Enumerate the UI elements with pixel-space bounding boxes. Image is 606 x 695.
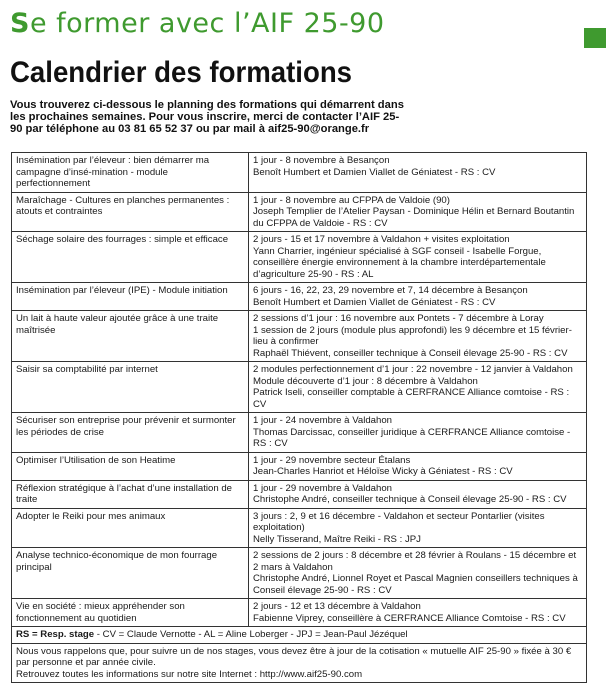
membership-reminder: Nous vous rappelons que, pour suivre un de nos stages, vous devez être à jour de la cotisation « mutuelle AIF 25-90 » fixée à 30 € par personne et par année civile. bbox=[16, 645, 572, 668]
detail-line: Patrick Iseli, conseiller comptable à CERFRANCE Alliance comtoise - RS : CV bbox=[253, 387, 570, 410]
detail-line: 1 jour - 8 novembre à Besançon bbox=[253, 155, 390, 166]
section-title-initial: S bbox=[10, 8, 30, 39]
table-row bbox=[12, 413, 587, 453]
table-row bbox=[12, 153, 587, 193]
formation-details bbox=[249, 153, 587, 193]
formation-title: Réflexion stratégique à l’achat d’une installation de traite bbox=[12, 480, 249, 508]
intro-paragraph: Vous trouverez ci-dessous le planning des formations qui démarrent dans les prochaines semaines. Pour vous inscrire, merci de contacter l’AIF 25-90 par téléphone au 03 81 65 52 37 ou par mail à aif25-90@orange.fr bbox=[10, 99, 404, 135]
section-title bbox=[10, 8, 385, 39]
legend-text: - CV = Claude Vernotte - AL = Aline Loberger - JPJ = Jean-Paul Jézéquel bbox=[94, 629, 408, 640]
detail-line: Fabienne Viprey, conseillère à CERFRANCE Alliance Comtoise - RS : CV bbox=[253, 612, 566, 624]
detail-line: 2 jours - 15 et 17 novembre à Valdahon + visites exploitation bbox=[253, 234, 510, 245]
detail-line: 1 jour - 29 novembre à Valdahon bbox=[253, 482, 393, 494]
detail-line: Christophe André, conseiller technique à Conseil élevage 25-90 - RS : CV bbox=[253, 494, 567, 505]
table-row bbox=[12, 452, 587, 480]
detail-line: Nelly Tisserand, Maître Reiki - RS : JPJ bbox=[253, 533, 421, 545]
table-row bbox=[12, 548, 587, 599]
formation-title: Insémination par l’éleveur (IPE) - Module initiation bbox=[12, 283, 249, 311]
detail-line: 2 modules perfectionnement d’1 jour : 22 novembre - 12 janvier à Valdahon bbox=[253, 364, 573, 375]
table-row bbox=[12, 311, 587, 362]
table-row bbox=[12, 599, 587, 627]
detail-line: Benoît Humbert et Damien Viallet de Géniatest - RS : CV bbox=[253, 166, 496, 178]
detail-line: Raphaël Thiévent, conseiller technique à Conseil élevage 25-90 - RS : CV bbox=[253, 347, 568, 359]
detail-line: 6 jours - 16, 22, 23, 29 novembre et 7, 14 décembre à Besançon bbox=[253, 285, 528, 296]
detail-line: 2 sessions d’1 jour : 16 novembre aux Pontets - 7 décembre à Loray bbox=[253, 313, 544, 324]
formation-details bbox=[249, 232, 587, 283]
legend-row bbox=[12, 627, 587, 644]
formation-details bbox=[249, 413, 587, 453]
table-row bbox=[12, 362, 587, 413]
detail-line: 1 jour - 29 novembre secteur Étalans bbox=[253, 454, 411, 466]
formation-details bbox=[249, 452, 587, 480]
table-row bbox=[12, 283, 587, 311]
formation-details bbox=[249, 311, 587, 362]
page-title: Calendrier des formations bbox=[10, 56, 353, 89]
table-row bbox=[12, 508, 587, 548]
detail-line: Module découverte d’1 jour : 8 décembre à Valdahon bbox=[253, 375, 478, 387]
table-row bbox=[12, 480, 587, 508]
formation-title: Maraîchage - Cultures en planches permanentes : atouts et contraintes bbox=[12, 192, 249, 232]
formation-title: Insémination par l’éleveur : bien démarrer ma campagne d’insé-mination - module perfectionnement bbox=[12, 153, 249, 193]
legend-cell bbox=[12, 627, 587, 644]
section-header bbox=[0, 0, 606, 48]
formation-details bbox=[249, 508, 587, 548]
detail-line: 1 jour - 24 novembre à Valdahon bbox=[253, 415, 393, 426]
detail-line: 1 jour - 8 novembre au CFPPA de Valdoie (90) bbox=[253, 194, 450, 206]
detail-line: Benoît Humbert et Damien Viallet de Géniatest - RS : CV bbox=[253, 296, 496, 308]
formation-title: Vie en société : mieux appréhender son fonctionnement au quotidien bbox=[12, 599, 249, 627]
detail-line: 3 jours : 2, 9 et 16 décembre - Valdahon et secteur Pontarlier (visites exploitation) bbox=[253, 510, 545, 533]
formation-details bbox=[249, 283, 587, 311]
formation-title: Séchage solaire des fourrages : simple et efficace bbox=[12, 232, 249, 283]
footer-cell bbox=[12, 643, 587, 683]
formation-details bbox=[249, 548, 587, 599]
formation-details bbox=[249, 480, 587, 508]
detail-line: Christophe André, Lionnel Royet et Pascal Magnien conseillers techniques à Conseil élevage 25-90 - RS : CV bbox=[253, 573, 578, 596]
detail-line: Joseph Templier de l’Atelier Paysan - Dominique Hélin et Bernard Boutantin du CFPPA de Valdoie - RS : CV bbox=[253, 206, 575, 229]
formation-details bbox=[249, 362, 587, 413]
detail-line: 2 jours - 12 et 13 décembre à Valdahon bbox=[253, 601, 421, 612]
table-row bbox=[12, 192, 587, 232]
detail-line: 1 session de 2 jours (module plus approfondi) les 9 décembre et 15 février- lieu à confirmer bbox=[253, 324, 572, 347]
formation-details bbox=[249, 599, 587, 627]
table-row bbox=[12, 232, 587, 283]
footer-row bbox=[12, 643, 587, 683]
detail-line: Yann Charrier, ingénieur spécialisé à SGF conseil - Isabelle Forgue, conseillère énergie environnement à la chambre interdépartementale d’agriculture 25-90 - RS : AL bbox=[253, 245, 546, 280]
formation-title: Saisir sa comptabilité par internet bbox=[12, 362, 249, 413]
detail-line: Jean-Charles Hanriot et Héloïse Wicky à Géniatest - RS : CV bbox=[253, 466, 513, 477]
formation-details bbox=[249, 192, 587, 232]
formation-title: Sécuriser son entreprise pour prévenir et surmonter les périodes de crise bbox=[12, 413, 249, 453]
detail-line: 2 sessions de 2 jours : 8 décembre et 28 février à Roulans - 15 décembre et 2 mars à Valdahon bbox=[253, 550, 577, 573]
formation-title: Analyse technico-économique de mon fourrage principal bbox=[12, 548, 249, 599]
website-info: Retrouvez toutes les informations sur notre site Internet : http://www.aif25-90.com bbox=[16, 668, 363, 680]
detail-line: Thomas Darcissac, conseiller juridique à CERFRANCE Alliance comtoise - RS : CV bbox=[253, 426, 571, 449]
section-title-rest: e former avec l’AIF 25-90 bbox=[29, 8, 385, 39]
formation-title: Optimiser l’Utilisation de son Heatime bbox=[12, 452, 249, 480]
formation-title: Un lait à haute valeur ajoutée grâce à une traite maîtrisée bbox=[12, 311, 249, 362]
header-accent-tab bbox=[584, 28, 606, 48]
formation-title: Adopter le Reiki pour mes animaux bbox=[12, 508, 249, 548]
legend-label: RS = Resp. stage bbox=[16, 629, 95, 640]
calendar-table bbox=[11, 152, 587, 683]
